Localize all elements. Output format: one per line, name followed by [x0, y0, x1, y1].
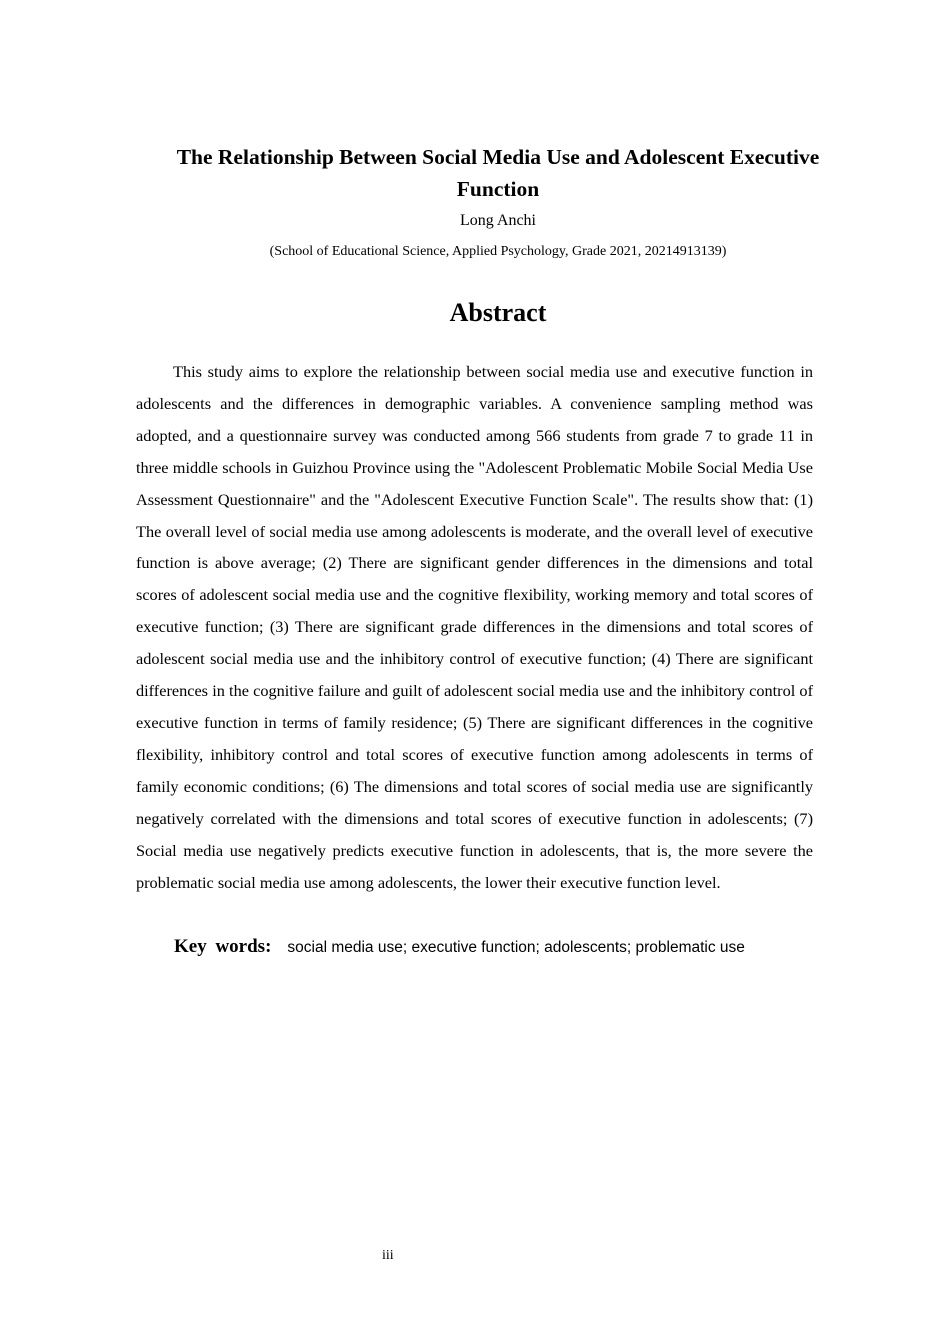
keywords-label: Key words: — [174, 936, 272, 957]
keywords-line — [174, 933, 834, 962]
abstract-body: This study aims to explore the relationship between social media use and executive function in adolescents and the differences in demographic variables. A convenience sampling method was adopted, and a questionnaire survey was conducted among 566 students from grade 7 to grade 11 in three middle schools in Guizhou Province using the "Adolescent Problematic Mobile Social Media Use Assessment Questionnaire" and the "Adolescent Executive Function Scale". The results show that: (1) The overall level of social media use among adolescents is moderate, and the overall level of executive function is above average; (2) There are significant gender differences in the dimensions and total scores of adolescent social media use and the cognitive flexibility, working memory and total scores of executive function; (3) There are significant grade differences in the dimensions and total scores of adolescent social media use and the inhibitory control of executive function; (4) There are significant differences in the cognitive failure and guilt of adolescent social media use and the inhibitory control of executive function in terms of family residence; (5) There are significant differences in the cognitive flexibility, inhibitory control and total scores of executive function among adolescents in terms of family economic conditions; (6) The dimensions and total scores of social media use are significantly negatively correlated with the dimensions and total scores of executive function in adolescents; (7) Social media use negatively predicts executive function in adolescents, that is, the more severe the problematic social media use among adolescents, the lower their executive function level. — [136, 362, 813, 892]
abstract-heading: Abstract — [449, 298, 547, 327]
author-affiliation: (School of Educational Science, Applied Psychology, Grade 2021, 20214913139) — [269, 244, 727, 259]
paper-title: The Relationship Between Social Media Use and Adolescent Executive Function — [176, 145, 820, 201]
author-name: Long Anchi — [460, 212, 536, 229]
keywords-text: social media use; executive function; adolescents; problematic use — [287, 939, 745, 956]
page-number: iii — [382, 1248, 394, 1263]
